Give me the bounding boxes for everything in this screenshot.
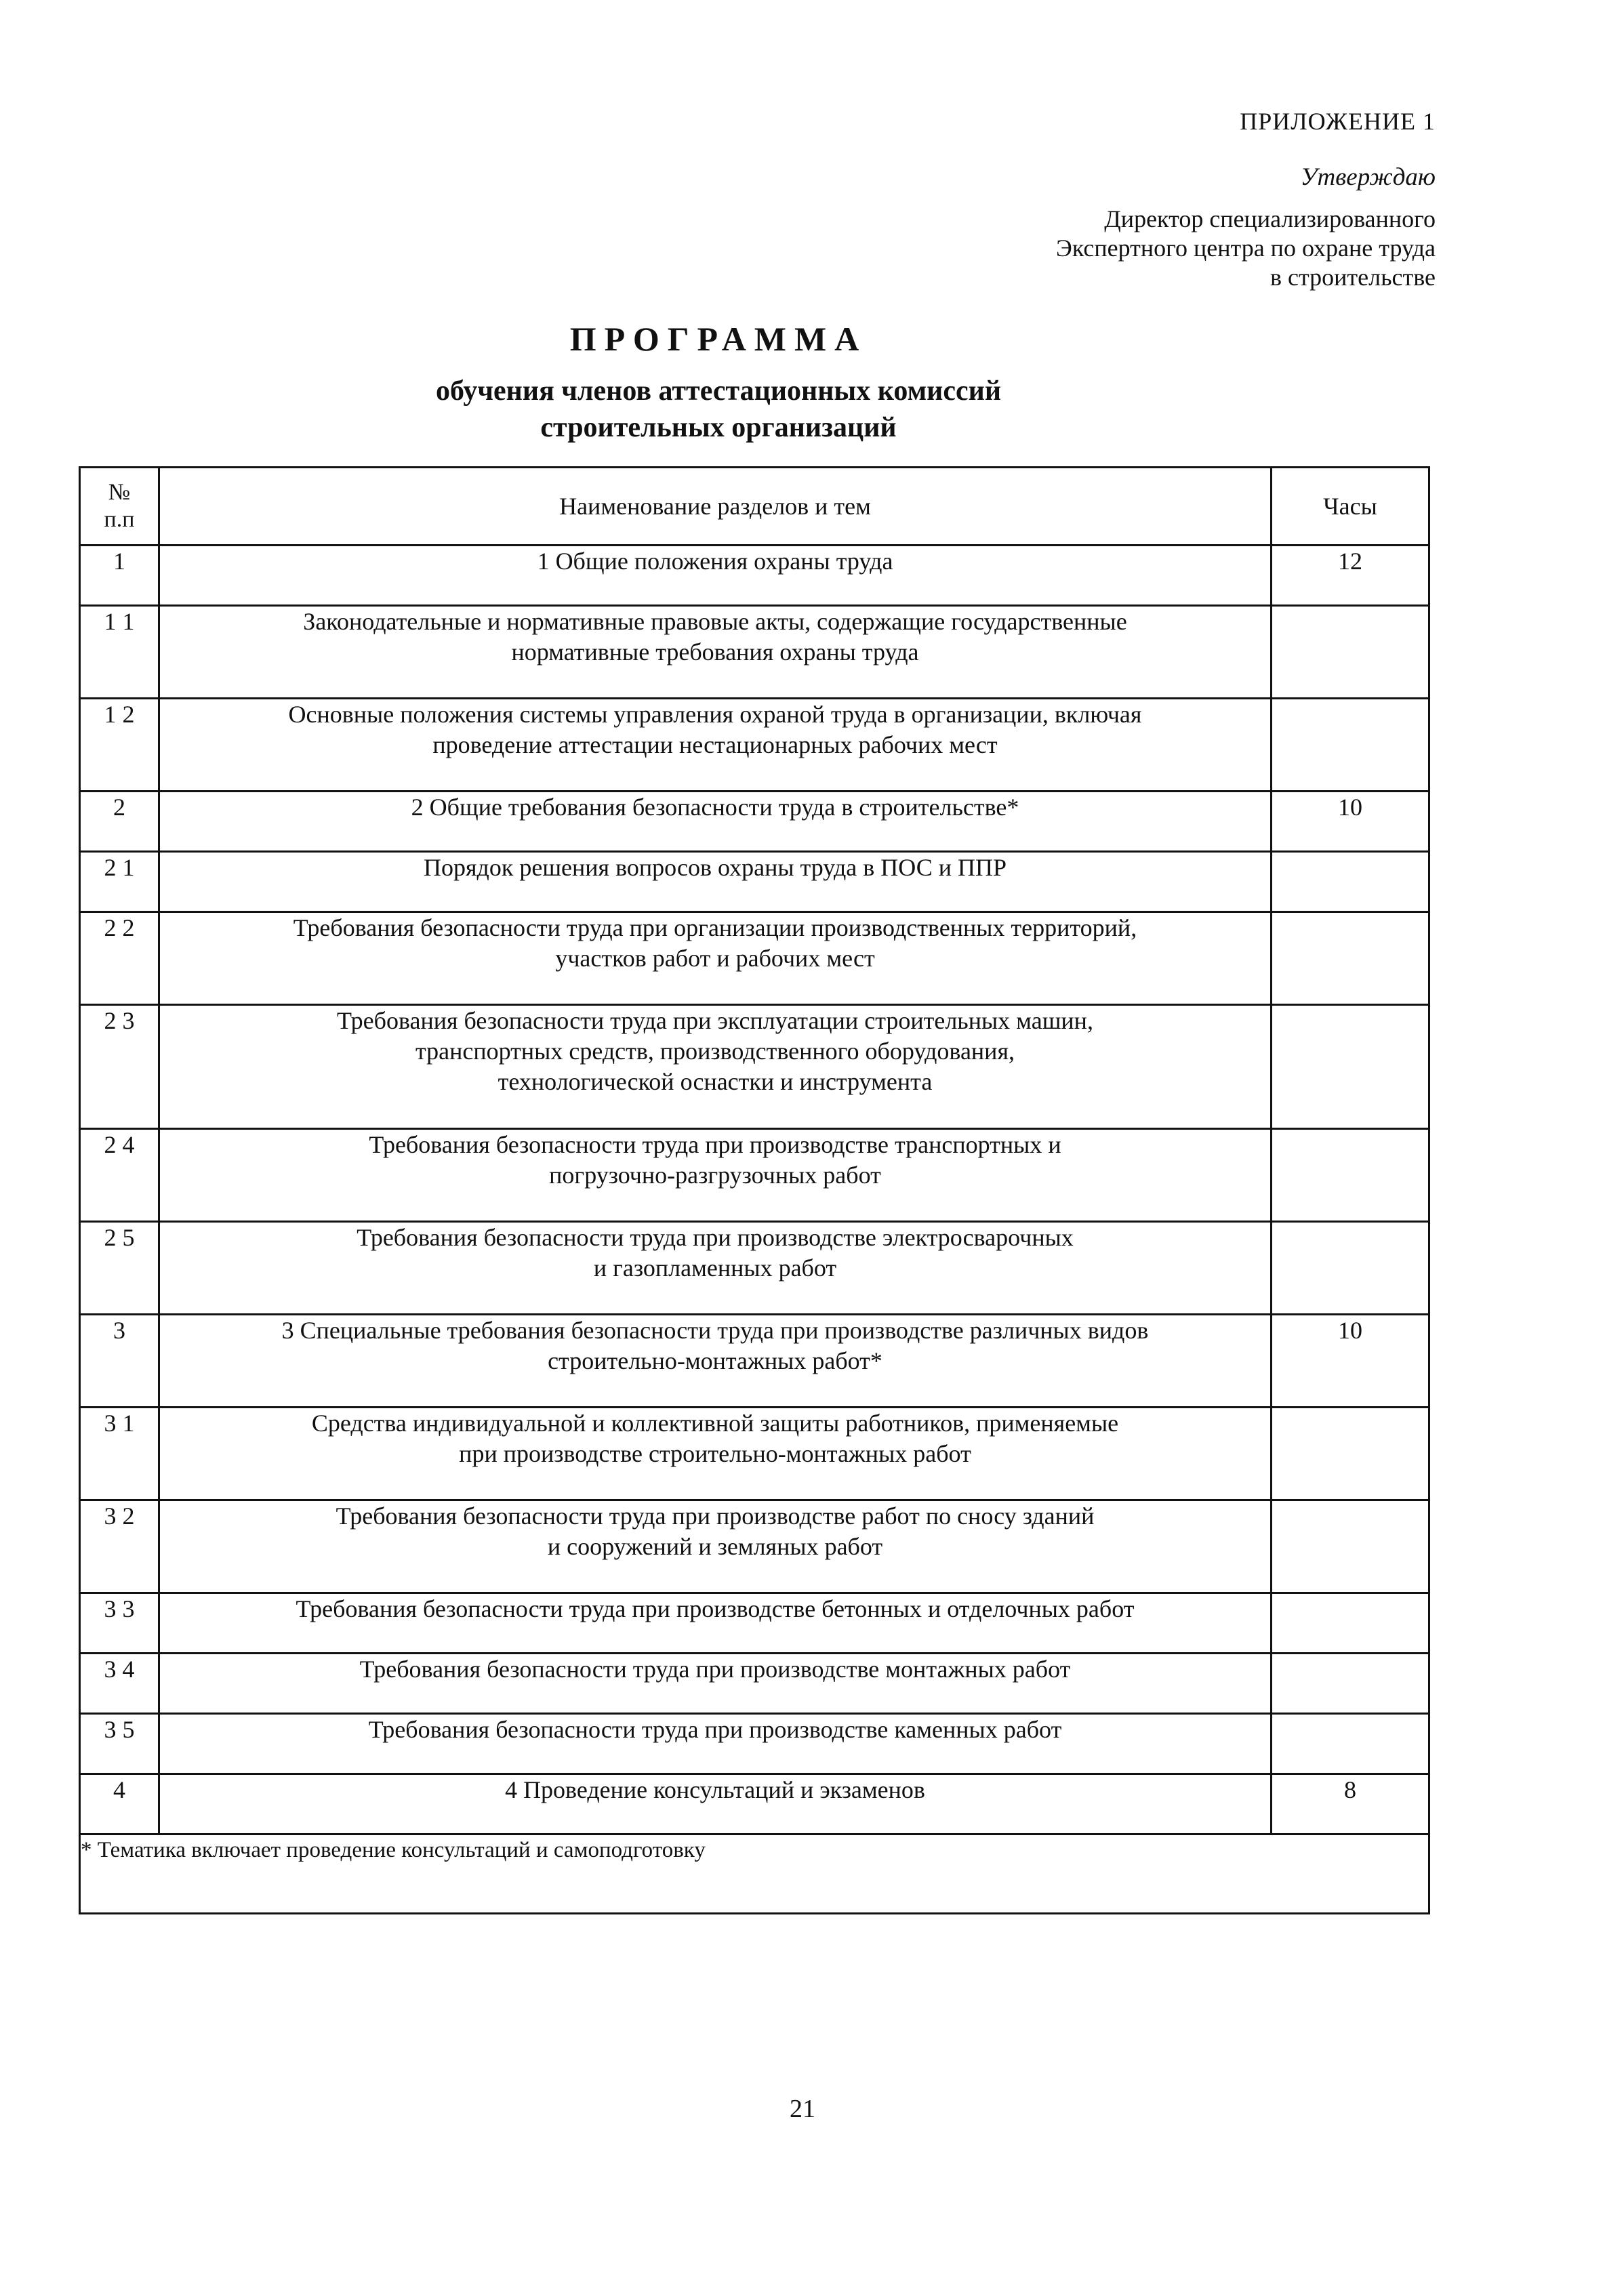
row-title-line: строительно-монтажных работ* xyxy=(548,1347,882,1374)
row-title-line: Основные положения системы управления охраной труда в организации, включая xyxy=(288,701,1142,728)
footnote: * Тематика включает проведение консультаций и самоподготовку xyxy=(80,1834,1429,1914)
row-title-line: и сооружений и земляных работ xyxy=(547,1533,883,1560)
header-num-line: п.п xyxy=(104,507,135,532)
header-num-line: № xyxy=(108,480,131,505)
row-num: 3 3 xyxy=(80,1593,159,1654)
row-title-line: Требования безопасности труда при организации производственных территорий, xyxy=(293,914,1137,941)
row-title-line: Требования безопасности труда при производстве электросварочных xyxy=(357,1224,1074,1251)
row-title-line: транспортных средств, производственного оборудования, xyxy=(415,1038,1015,1065)
table-row xyxy=(80,1129,1429,1222)
page-number: 21 xyxy=(790,2095,815,2123)
row-title-line: проведение аттестации нестационарных рабочих мест xyxy=(432,731,998,758)
row-title-line: Средства индивидуальной и коллективной защиты работников, применяемые xyxy=(311,1410,1119,1437)
row-title-line: Требования безопасности труда при производстве транспортных и xyxy=(369,1131,1061,1158)
row-title-line: Порядок решения вопросов охраны труда в ПОС и ППР xyxy=(423,854,1007,881)
row-num: 2 xyxy=(80,792,159,852)
row-title xyxy=(159,1315,1272,1408)
row-num: 1 xyxy=(80,546,159,606)
title-block xyxy=(217,319,1220,446)
table-row xyxy=(80,1005,1429,1129)
row-hours xyxy=(1272,606,1429,699)
row-hours: 10 xyxy=(1272,1315,1429,1408)
row-title xyxy=(159,852,1272,912)
table-row xyxy=(80,1500,1429,1593)
row-title xyxy=(159,1500,1272,1593)
row-title-line: Законодательные и нормативные правовые акты, содержащие государственные xyxy=(303,608,1127,635)
table-row xyxy=(80,1714,1429,1774)
row-title xyxy=(159,1654,1272,1714)
appendix-label: ПРИЛОЖЕНИЕ 1 xyxy=(1240,108,1436,135)
director-line: Экспертного центра по охране труда xyxy=(1056,234,1436,262)
row-num: 4 xyxy=(80,1774,159,1834)
row-title xyxy=(159,1005,1272,1129)
row-title-line: технологической оснастки и инструмента xyxy=(497,1068,933,1095)
row-num: 3 xyxy=(80,1315,159,1408)
table-row xyxy=(80,792,1429,852)
row-title-line: и газопламенных работ xyxy=(593,1254,837,1282)
row-title xyxy=(159,606,1272,699)
row-num: 2 2 xyxy=(80,912,159,1005)
table-row xyxy=(80,1774,1429,1834)
row-num: 2 1 xyxy=(80,852,159,912)
row-title-line: нормативные требования охраны труда xyxy=(511,638,919,665)
director-line: Директор специализированного xyxy=(1104,205,1436,232)
row-title-line: участков работ и рабочих мест xyxy=(555,945,875,972)
row-hours xyxy=(1272,1714,1429,1774)
table-row xyxy=(80,699,1429,792)
row-title xyxy=(159,546,1272,606)
row-hours xyxy=(1272,1500,1429,1593)
row-num: 1 2 xyxy=(80,699,159,792)
header-hours-cell: Часы xyxy=(1272,468,1429,546)
table-row xyxy=(80,912,1429,1005)
director-block xyxy=(826,205,1436,292)
row-title-line: Требования безопасности труда при производстве каменных работ xyxy=(368,1716,1062,1743)
row-title-line: 1 Общие положения охраны труда xyxy=(537,548,893,575)
row-title-line: Требования безопасности труда при производстве монтажных работ xyxy=(359,1656,1071,1683)
row-num: 3 2 xyxy=(80,1500,159,1593)
document-title: ПРОГРАММА xyxy=(569,320,868,358)
subtitle-line: строительных организаций xyxy=(540,412,897,443)
row-hours xyxy=(1272,1129,1429,1222)
row-num: 2 5 xyxy=(80,1222,159,1315)
row-title xyxy=(159,1129,1272,1222)
row-title xyxy=(159,699,1272,792)
header-num-cell xyxy=(80,468,159,546)
row-hours xyxy=(1272,699,1429,792)
row-hours xyxy=(1272,1005,1429,1129)
document-subtitle xyxy=(217,373,1220,446)
row-hours xyxy=(1272,912,1429,1005)
row-title-line: 2 Общие требования безопасности труда в строительстве* xyxy=(411,794,1019,821)
table-row xyxy=(80,1654,1429,1714)
row-title-line: 4 Проведение консультаций и экзаменов xyxy=(505,1776,925,1803)
row-title-line: 3 Специальные требования безопасности труда при производстве различных видов xyxy=(281,1317,1149,1344)
program-table xyxy=(79,466,1430,1914)
table-row xyxy=(80,1222,1429,1315)
row-num: 2 3 xyxy=(80,1005,159,1129)
table-row xyxy=(80,852,1429,912)
director-line: в строительстве xyxy=(1270,264,1436,291)
row-hours xyxy=(1272,852,1429,912)
row-title-line: при производстве строительно-монтажных работ xyxy=(459,1440,971,1467)
table-header-row xyxy=(80,468,1429,546)
row-title xyxy=(159,1408,1272,1500)
row-hours xyxy=(1272,1222,1429,1315)
row-title-line: Требования безопасности труда при эксплуатации строительных машин, xyxy=(337,1007,1093,1034)
row-title xyxy=(159,792,1272,852)
row-hours: 10 xyxy=(1272,792,1429,852)
table-row xyxy=(80,1408,1429,1500)
row-num: 2 4 xyxy=(80,1129,159,1222)
footnote-row xyxy=(80,1834,1429,1914)
row-title-line: Требования безопасности труда при производстве работ по сносу зданий xyxy=(336,1502,1095,1530)
row-hours: 8 xyxy=(1272,1774,1429,1834)
row-hours xyxy=(1272,1654,1429,1714)
table-row xyxy=(80,546,1429,606)
row-title xyxy=(159,1222,1272,1315)
row-num: 1 1 xyxy=(80,606,159,699)
row-title-line: Требования безопасности труда при производстве бетонных и отделочных работ xyxy=(296,1595,1135,1622)
row-hours xyxy=(1272,1408,1429,1500)
table-row xyxy=(80,606,1429,699)
table-row xyxy=(80,1593,1429,1654)
row-title xyxy=(159,912,1272,1005)
row-num: 3 4 xyxy=(80,1654,159,1714)
row-hours xyxy=(1272,1593,1429,1654)
row-title xyxy=(159,1774,1272,1834)
row-title xyxy=(159,1714,1272,1774)
row-num: 3 5 xyxy=(80,1714,159,1774)
row-hours: 12 xyxy=(1272,546,1429,606)
subtitle-line: обучения членов аттестационных комиссий xyxy=(435,375,1002,407)
table-row xyxy=(80,1315,1429,1408)
row-title-line: погрузочно-разгрузочных работ xyxy=(549,1162,881,1189)
approval-label: Утверждаю xyxy=(1300,163,1436,191)
header-name-cell: Наименование разделов и тем xyxy=(159,468,1272,546)
row-title xyxy=(159,1593,1272,1654)
row-num: 3 1 xyxy=(80,1408,159,1500)
